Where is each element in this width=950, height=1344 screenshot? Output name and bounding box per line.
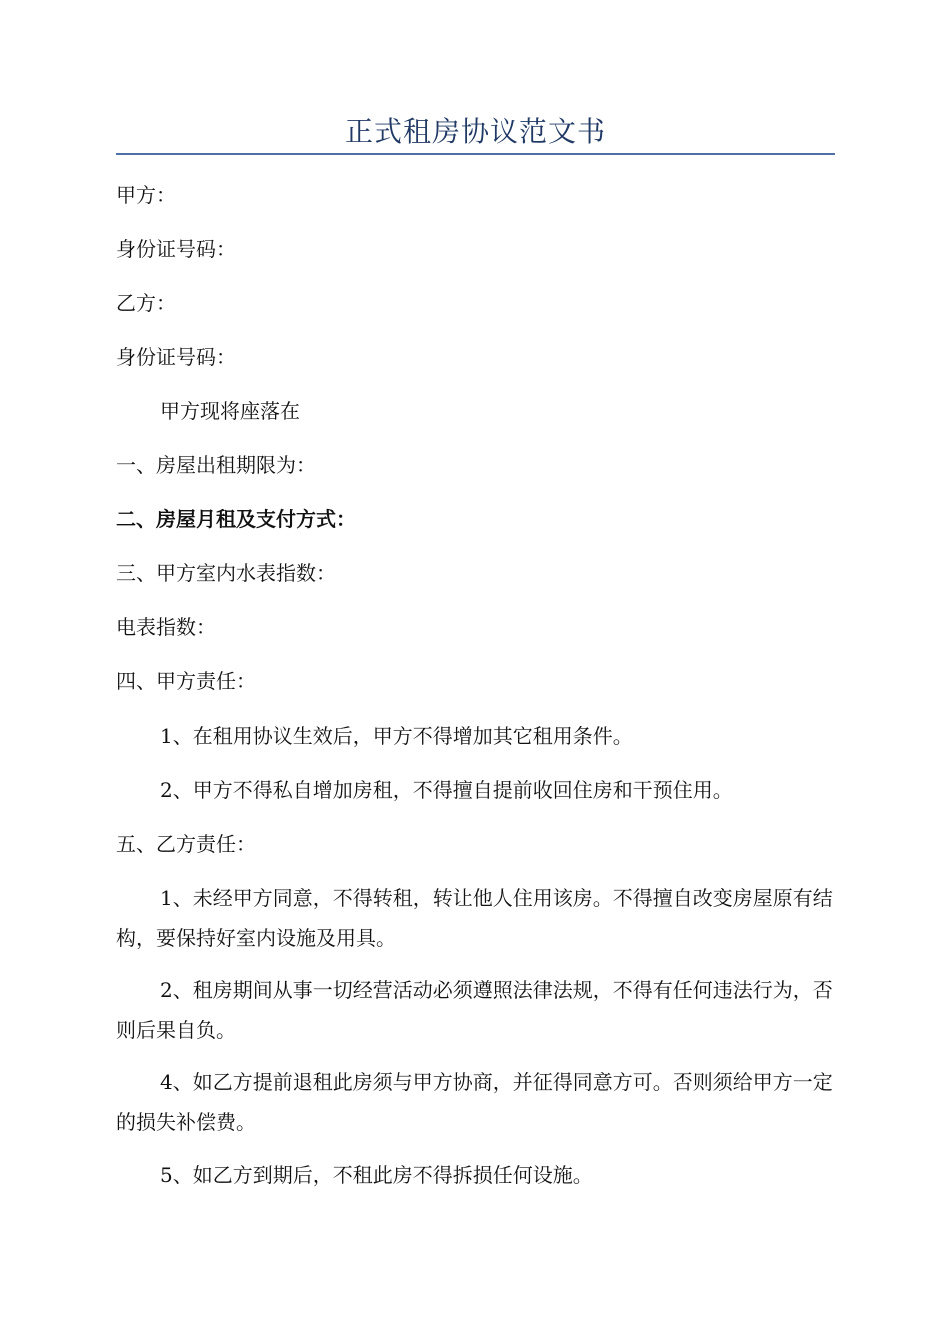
title-underline: [116, 153, 835, 155]
paragraph-party-a-id: 身份证号码：: [116, 237, 236, 261]
section-heading-5: 五、乙方责任：: [116, 832, 256, 856]
clause-5-1: 1、未经甲方同意，不得转租，转让他人住用该房。不得擅自改变房屋原有结构，要保持好室内设施及用具。: [116, 886, 833, 950]
document-title: 正式租房协议范文书: [344, 115, 606, 148]
paragraph-location: 甲方现将座落在: [160, 399, 300, 423]
paragraph-party-b: 乙方：: [116, 291, 176, 315]
section-heading-3: 三、甲方室内水表指数：: [116, 561, 336, 585]
clause-4-1: 1、在租用协议生效后，甲方不得增加其它租用条件。: [160, 724, 633, 748]
clause-5-5: 5、如乙方到期后，不租此房不得拆损任何设施。: [160, 1163, 593, 1187]
section-heading-1: 一、房屋出租期限为：: [116, 453, 316, 477]
clause-5-2: 2、租房期间从事一切经营活动必须遵照法律法规，不得有任何违法行为，否则后果自负。: [116, 978, 833, 1042]
section-heading-4: 四、甲方责任：: [116, 669, 256, 693]
section-heading-2: 二、房屋月租及支付方式：: [116, 507, 356, 531]
paragraph-meter: 电表指数：: [116, 615, 216, 639]
clause-5-4: 4、如乙方提前退租此房须与甲方协商，并征得同意方可。否则须给甲方一定的损失补偿费。: [116, 1070, 833, 1134]
paragraph-party-b-id: 身份证号码：: [116, 345, 236, 369]
clause-4-2: 2、甲方不得私自增加房租，不得擅自提前收回住房和干预住用。: [160, 778, 733, 802]
paragraph-party-a: 甲方：: [116, 183, 176, 207]
